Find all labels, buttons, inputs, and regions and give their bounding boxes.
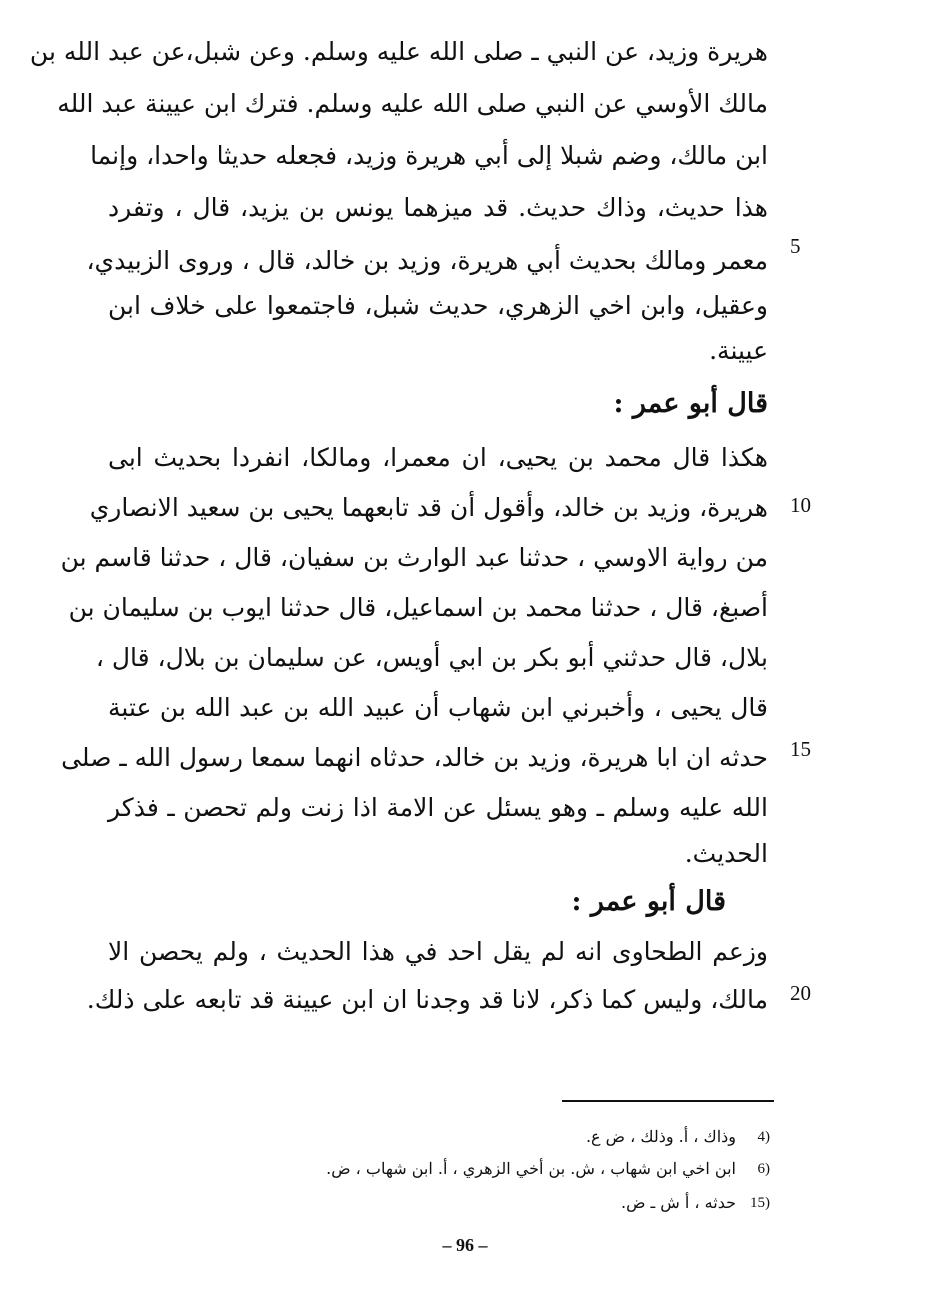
line-number-15: 15: [790, 737, 811, 761]
footnote-text: وذاك ، أ. وذلك ، ض ع.: [585, 1127, 736, 1146]
footnote-2: [260, 1156, 770, 1182]
footnote-1: [260, 1124, 770, 1150]
text-line-6: وعقيل، وابن اخي الزهري، حديث شبل، فاجتمعوا على خلاف ابن: [108, 291, 768, 320]
text-line-9: هريرة، وزيد بن خالد، وأقول أن قد تابعهما يحيى بن سعيد الانصاري: [89, 493, 768, 522]
text-line-1: هريرة وزيد، عن النبي ـ صلى الله عليه وسلم. وعن شبل،عن عبد الله بن: [29, 37, 768, 66]
text-line-2: مالك الأوسي عن النبي صلى الله عليه وسلم. فترك ابن عيينة عبد الله: [57, 89, 768, 118]
text-line-13: قال يحيى ، وأخبرني ابن شهاب أن عبيد الله بن عبد الله بن عتبة: [108, 693, 768, 722]
line-number-5: 5: [790, 234, 801, 258]
footnote-text: حدثه ، أ ش ـ ض.: [620, 1193, 736, 1212]
text-line-8: هكذا قال محمد بن يحيى، ان معمرا، ومالكا، انفردا بحديث ابى: [108, 443, 768, 472]
footnote-number: 6): [757, 1161, 770, 1177]
text-line-4: هذا حديث، وذاك حديث. قد ميزهما يونس بن يزيد، قال ، وتفرد: [108, 193, 768, 222]
line-number-20: 20: [790, 981, 811, 1005]
text-line-17: وزعم الطحاوى انه لم يقل احد في هذا الحديث ، ولم يحصن الا: [108, 937, 768, 966]
text-line-16: الحديث.: [684, 839, 768, 868]
page-number: – 96 –: [442, 1235, 488, 1255]
footnote-number: 15): [750, 1195, 770, 1211]
text-line-5: معمر ومالك بحديث أبي هريرة، وزيد بن خالد، قال ، وروى الزبيدي،: [86, 246, 768, 275]
text-line-12: بلال، قال حدثني أبو بكر بن ابي أويس، عن سليمان بن بلال، قال ،: [95, 643, 768, 672]
section-heading-2: قال أبو عمر :: [571, 886, 726, 917]
footnote-3: [260, 1190, 770, 1216]
text-line-11: أصبغ، قال ، حدثنا محمد بن اسماعيل، قال حدثنا ايوب بن سليمان بن: [68, 593, 768, 622]
text-line-10: من رواية الاوسي ، حدثنا عبد الوارث بن سفيان، قال ، حدثنا قاسم بن: [60, 543, 768, 572]
text-line-7: عيينة.: [709, 336, 768, 365]
section-heading-1: قال أبو عمر :: [613, 388, 768, 419]
footnote-divider: [562, 1100, 774, 1102]
footnote-number: 4): [757, 1129, 770, 1145]
text-line-18: مالك، وليس كما ذكر، لانا قد وجدنا ان ابن عيينة قد تابعه على ذلك.: [86, 985, 768, 1014]
line-number-10: 10: [790, 493, 811, 517]
footnote-text: ابن اخي ابن شهاب ، ش. بن أخي الزهري ، أ. ابن شهاب ، ض.: [326, 1159, 736, 1178]
text-line-15: الله عليه وسلم ـ وهو يسئل عن الامة اذا زنت ولم تحصن ـ فذكر: [108, 793, 768, 822]
text-line-3: ابن مالك، وضم شبلا إلى أبي هريرة وزيد، فجعله حديثا واحدا، وإنما: [90, 141, 768, 170]
text-line-14: حدثه ان ابا هريرة، وزيد بن خالد، حدثاه انهما سمعا رسول الله ـ صلى: [61, 743, 768, 772]
